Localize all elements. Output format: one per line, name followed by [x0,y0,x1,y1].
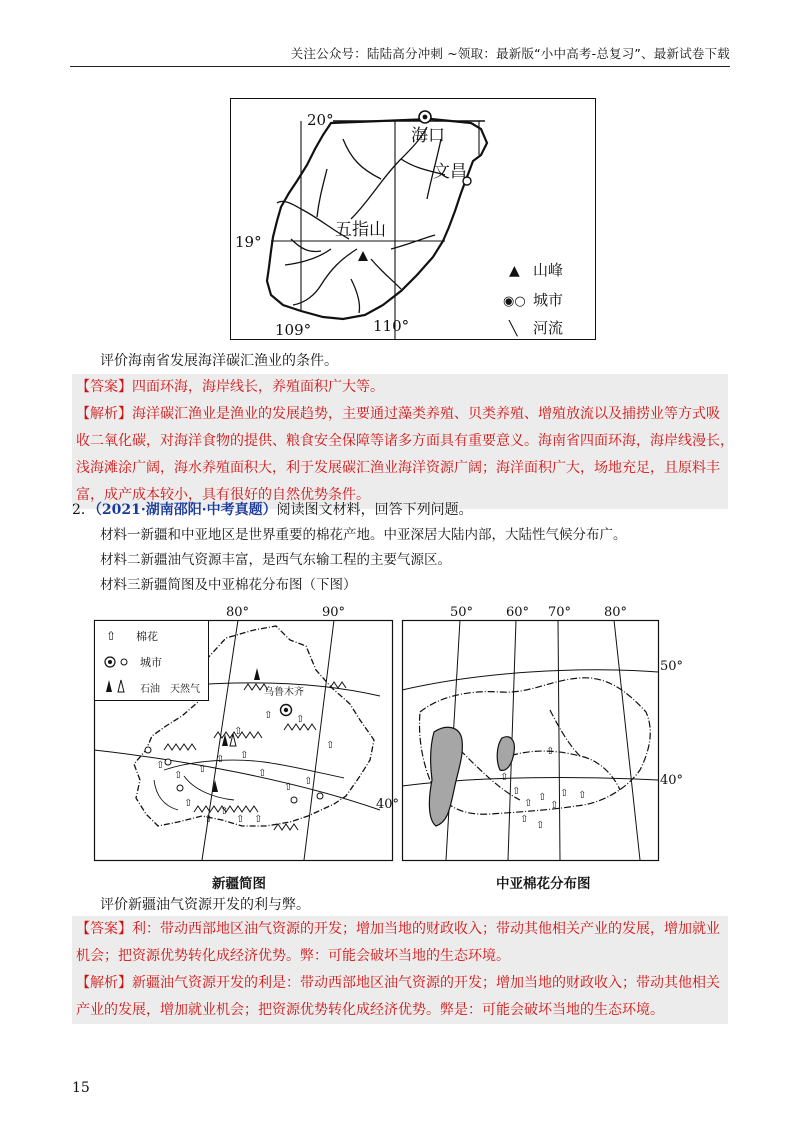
svg-text:⇧: ⇧ [240,750,249,761]
hainan-map-svg [231,99,597,341]
legend-city-symbol: ◉○ [503,294,526,309]
hainan-map [230,98,596,340]
q2-source: （2021·湖南邵阳·中考真题） [94,502,277,518]
q1-analysis-line-1 [76,401,724,428]
q2-material-1: 材料一新疆和中亚地区是世界重要的棉花产地。中亚深居大陆内部，大陆性气候分布广。 [100,527,627,543]
svg-text:⇧: ⇧ [538,792,547,803]
q1-prompt: 评价海南省发展海洋碳汇渔业的条件。 [100,353,338,369]
q1-answer-block [72,374,734,509]
q2-material-2: 材料二新疆油气资源丰富，是西气东输工程的主要气源区。 [100,552,451,568]
legend-peak-symbol: ▲ [509,263,520,279]
svg-text:⇧: ⇧ [236,814,245,825]
legend-peak-label: 山峰 [533,261,564,279]
q1-analysis-line-3: 浅海滩涂广阔，海水养殖面积大，利于发展碳汇渔业海洋资源广阔；海洋面积广大，场地充足，且原料丰 [76,460,720,476]
wuzhi-label: 五指山 [335,220,386,240]
svg-text:⇧: ⇧ [512,786,521,797]
q2-header [72,500,473,520]
lat-20-label: 20° [307,111,334,129]
lat-50-label: 50° [660,659,684,674]
lat-40-label: 40° [376,797,400,812]
xinjiang-map [94,600,400,866]
q2-answer-tag: 【答案】 [76,921,132,937]
analysis-tag: 【解析】 [76,406,132,422]
svg-text:⇧: ⇧ [174,770,183,781]
xinjiang-map-svg [94,600,400,866]
legend-city-dot [108,660,112,664]
urumqi-label: 乌鲁木齐 [264,687,304,698]
svg-text:⇧: ⇧ [254,814,263,825]
lon-50-label: 50° [450,605,474,620]
legend-river-label: 河流 [533,319,564,337]
q2-analysis-line-2: 产业的发展，增加就业机会；把资源优势转化成经济优势。弊是：可能会破坏当地的生态环境。 [76,1002,664,1018]
lon-70-label: 70° [548,605,572,620]
q2-prompt: 评价新疆油气资源开发的利与弊。 [100,897,310,913]
svg-text:⇧: ⇧ [560,788,569,799]
haikou-label: 海口 [411,126,445,146]
lon-60-label: 60° [506,605,530,620]
svg-text:⇧: ⇧ [578,790,587,801]
svg-text:⇧: ⇧ [520,814,529,825]
svg-text:⇧: ⇧ [156,760,165,771]
haikou-dot [423,115,428,120]
legend-cotton-icon: ⇧ [106,629,117,643]
svg-text:⇧: ⇧ [304,776,313,787]
legend-river-symbol: ╲ [509,321,518,337]
q2-analysis-tag: 【解析】 [76,975,132,991]
wenchang-label: 文昌 [433,162,467,182]
svg-text:⇧: ⇧ [284,782,293,793]
q1-analysis-line-4: 富，成产成本较小，具有很好的自然优势条件。 [76,487,370,503]
legend-city-label: 城市 [140,656,162,669]
legend-city-label: 城市 [533,291,564,309]
hainan-coastline [267,119,487,319]
q2-answer-line-1 [76,916,724,943]
svg-text:⇧: ⇧ [264,710,273,721]
central-asia-map [400,600,710,866]
q2-answer-text-1: 利：带动西部地区油气资源的开发；增加当地的财政收入；带动其他相关产业的发展，增加就业 [132,921,720,937]
svg-text:⇧: ⇧ [184,798,193,809]
lat-40-label-right: 40° [660,773,684,788]
hainan-legend [503,261,563,337]
legend-oil-label: 石油 [140,684,160,695]
lon-80-label-right: 80° [604,605,628,620]
lon-109-label: 109° [275,321,312,339]
svg-text:⇧: ⇧ [326,740,335,751]
svg-text:⇧: ⇧ [296,714,305,725]
q2-intro: 阅读图文材料，回答下列问题。 [276,502,473,518]
legend-gas-label: 天然气 [170,684,200,695]
svg-text:⇧: ⇧ [234,726,243,737]
q2-answer-line-2: 机会；把资源优势转化成经济优势。弊：可能会破坏当地的生态环境。 [76,948,510,964]
header-rule [70,66,730,67]
svg-text:⇧: ⇧ [524,798,533,809]
q1-answer: 四面环海，海岸线长，养殖面积广大等。 [132,379,384,395]
lon-110-label: 110° [373,317,410,335]
xinjiang-caption: 新疆简图 [212,876,266,892]
page-header: 关注公众号：陆陆高分冲刺 ~领取：最新版“小中高考-总复习”、最新试卷下载 [290,46,730,61]
lon-90-label: 90° [322,605,346,620]
central-asia-map-svg [400,600,710,866]
svg-text:⇧: ⇧ [258,768,267,779]
svg-text:⇧: ⇧ [550,800,559,811]
q2-answer-block [72,916,728,1024]
q1-analysis-line-2: 收二氧化碳，对海洋食物的提供、粮食安全保障等诸多方面具有重要意义。海南省四面环海，海岸线漫长， [76,433,734,449]
q1-answer-line [76,374,724,401]
q2-number: 2． [72,502,95,518]
svg-text:⇧: ⇧ [536,820,545,831]
lat-19-label: 19° [235,233,262,251]
wuzhi-peak-icon [358,251,368,261]
svg-text:⇧: ⇧ [220,806,229,817]
q2-analysis-text-1: 新疆油气资源开发的利是：带动西部地区油气资源的开发；增加当地的财政收入；带动其他相关 [132,975,720,991]
q2-material-3: 材料三新疆简图及中亚棉花分布图（下图） [100,577,357,593]
svg-text:⇧: ⇧ [198,764,207,775]
legend-small-city-icon [121,659,127,665]
page-number: 15 [72,1080,90,1096]
svg-text:⇧: ⇧ [216,754,225,765]
svg-text:⇧: ⇧ [500,772,509,783]
urumqi-dot [284,708,288,712]
q2-analysis-line-1 [76,970,724,997]
answer-tag: 【答案】 [76,379,132,395]
svg-text:⇧: ⇧ [546,746,555,757]
svg-text:⇧: ⇧ [204,814,213,825]
lon-80-label: 80° [226,605,250,620]
legend-cotton-label: 棉花 [136,630,158,643]
q1-analysis-text-1: 海洋碳汇渔业是渔业的发展趋势，主要通过藻类养殖、贝类养殖、增殖放流以及捕捞业等方式吸 [132,406,720,422]
central-asia-caption: 中亚棉花分布图 [496,876,591,892]
